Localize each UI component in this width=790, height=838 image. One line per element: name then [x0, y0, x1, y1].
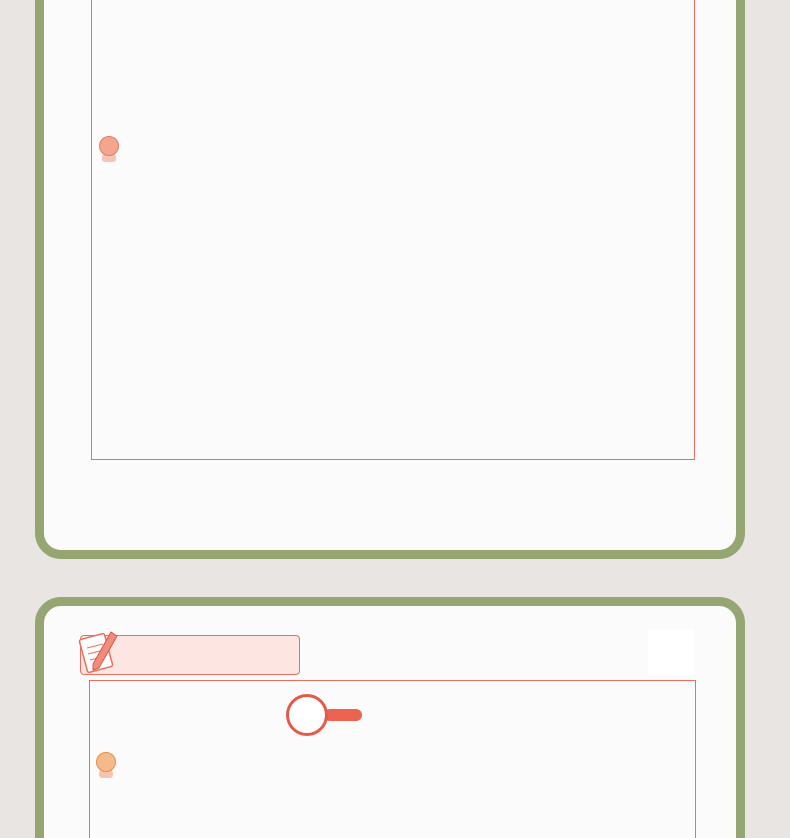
lesson-heading — [286, 694, 362, 736]
section-title-look-words — [93, 750, 123, 778]
mascot-icon — [96, 134, 122, 162]
page-1-frame — [91, 0, 695, 460]
page-2-frame — [89, 680, 696, 838]
worksheet-page-1 — [35, 0, 745, 559]
section-title-look-pinyin — [96, 134, 126, 162]
worksheet-banner — [80, 635, 300, 675]
qr-code-icon — [648, 629, 694, 675]
lesson-title — [324, 709, 362, 721]
worksheet-page-2 — [35, 597, 745, 838]
pencil-paper-icon — [77, 628, 121, 678]
lesson-number — [286, 694, 328, 736]
lion-mascot-icon — [93, 750, 119, 778]
